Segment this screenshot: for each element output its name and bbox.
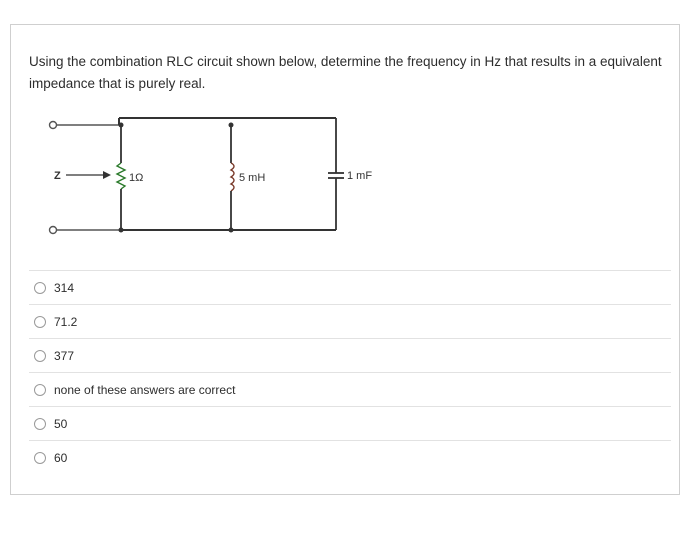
answer-option[interactable] — [29, 440, 671, 474]
impedance-arrow-head — [103, 171, 111, 179]
resistor-label: 1Ω — [129, 172, 144, 184]
capacitor-label: 1 mF — [347, 170, 373, 182]
answer-label: none of these answers are correct — [54, 382, 236, 397]
inductor-label: 5 mH — [239, 172, 266, 184]
resistor-symbol — [117, 163, 125, 189]
radio-button[interactable] — [34, 282, 46, 294]
impedance-label: Z — [54, 170, 61, 182]
bottom-terminal — [50, 227, 57, 234]
radio-button[interactable] — [34, 452, 46, 464]
rlc-circuit-diagram — [41, 111, 381, 246]
answer-option[interactable] — [29, 304, 671, 338]
answer-option[interactable] — [29, 270, 671, 304]
answer-label: 314 — [54, 280, 75, 295]
radio-button[interactable] — [34, 418, 46, 430]
radio-button[interactable] — [34, 384, 46, 396]
top-terminal — [50, 122, 57, 129]
answer-option[interactable] — [29, 338, 671, 372]
answer-label: 377 — [54, 348, 75, 363]
inductor-symbol — [231, 163, 234, 191]
answer-option[interactable] — [29, 372, 671, 406]
answer-option[interactable] — [29, 406, 671, 440]
answer-label: 60 — [54, 450, 68, 465]
question-text: Using the combination RLC circuit shown below, determine the frequency in Hz that results in a equivalent impedance that is purely real. — [29, 54, 662, 91]
radio-button[interactable] — [34, 350, 46, 362]
answer-list — [29, 270, 671, 474]
radio-button[interactable] — [34, 316, 46, 328]
answer-label: 50 — [54, 416, 68, 431]
question-card — [10, 24, 680, 495]
answer-label: 71.2 — [54, 314, 78, 329]
